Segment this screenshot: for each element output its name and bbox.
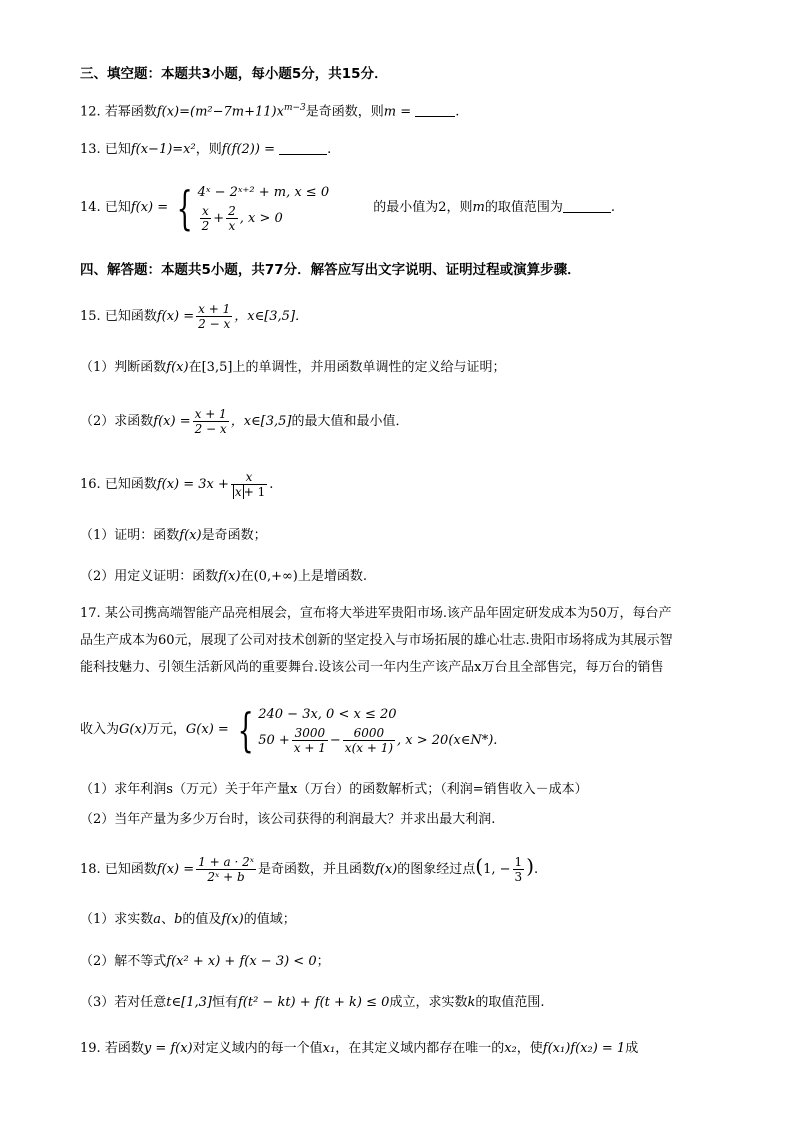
question-16-part-1: （1）证明：函数f(x)是奇函数； <box>80 528 267 543</box>
piecewise-cases: 4ˣ − 2ˣ⁺² + m, x ≤ 0 $\frac{x}{2}$ + $\frac{2}{x}$ , x > 0 <box>197 185 330 233</box>
brace-icon: { <box>176 180 193 235</box>
question-19: 19. 若函数y = f(x)对定义域内的每一个值x₁，在其定义域内都存在唯一的x₂，使f(x₁)f(x₂) = 1成 <box>80 1041 639 1056</box>
question-18: 18. 已知函数f(x) = $\frac{\text{1 + a · 2ˣ}}{\text{2ˣ + b}}$ 是奇函数，并且函数f(x)的图象经过点(1, − $\frac{1}{3}$ ). <box>80 854 539 884</box>
answer-blank-14[interactable] <box>563 198 611 213</box>
question-16: 16. 已知函数f(x) = 3x + $\frac{x}{x + 1}$ . <box>80 470 274 499</box>
question-15-part-1: （1）判断函数f(x)在[3,5]上的单调性，并用函数单调性的定义给与证明； <box>80 360 506 375</box>
section-fill-in-title: 三、填空题：本题共3小题，每小题5分，共15分． <box>80 66 388 82</box>
question-13: 13. 已知f(x−1)=x²，则f(f(2)) = . <box>80 142 332 157</box>
question-15: 15. 已知函数f(x) = $\frac{x + 1}{2 - x}$ ，x∈[3,5]． <box>80 302 309 331</box>
question-14: 14. 已知f(x) = { 4ˣ − 2ˣ⁺² + m, x ≤ 0 $\frac{x}{2}$ + $\frac{2}{x}$ , x > 0 的最小值为2，则m的取值范围为 . <box>80 180 615 235</box>
question-17-part-1: （1）求年利润s（万元）关于年产量x（万台）的函数解析式；（利润=销售收入－成本） <box>80 782 588 797</box>
question-17-part-2: （2）当年产量为多少万台时，该公司获得的利润最大？并求出最大利润. <box>80 812 496 827</box>
question-17-income: 收入为G(x)万元，G(x) = { 240 − 3x, 0 < x ≤ 20 50 + $\frac{3000}{x + 1}$ − $\frac{6000}{x(x + 1)}$ , x > 20(x∈N*). <box>80 702 498 757</box>
question-12: 12. 若幂函数$f(x)=(m^2-7m+11)x^{m-3}$是奇函数，则m = . <box>80 103 460 120</box>
piecewise-cases: 240 − 3x, 0 < x ≤ 20 50 + $\frac{3000}{x + 1}$ − $\frac{6000}{x(x + 1)}$ , x > 20(x∈N*). <box>258 707 498 755</box>
answer-blank-12[interactable] <box>415 102 455 117</box>
question-16-part-2: （2）用定义证明：函数f(x)在(0,+∞)上是增函数. <box>80 569 368 584</box>
question-18-part-2: （2）解不等式f(x² + x) + f(x − 3) < 0； <box>80 954 330 969</box>
question-15-part-2: （2）求函数f(x) = $\frac{x + 1}{2 - x}$ ，x∈[3,5]的最大值和最小值． <box>80 407 409 436</box>
section-answer-title: 四、解答题：本题共5小题，共77分．解答应写出文字说明、证明过程或演算步骤． <box>80 262 581 278</box>
answer-blank-13[interactable] <box>279 140 327 155</box>
brace-icon: { <box>237 702 254 757</box>
question-18-part-3: （3）若对任意t∈[1,3]恒有f(t² − kt) + f(t + k) ≤ 0成立，求实数k的取值范围. <box>80 995 545 1010</box>
question-17-text: 17. 某公司携高端智能产品亮相展会，宣布将大举进军贵阳市场.该产品年固定研发成本为50万，每台产 品生产成本为60元，展现了公司对技术创新的坚定投入与市场拓展的雄心壮志.贵阳市场将成为其展示智 能科技魅力、引领生活新风尚的重要舞台.设该公司一年内生产该产品x万台且全部售完，每万台的销售 <box>80 606 673 675</box>
question-18-part-1: （1）求实数a、b的值及f(x)的值域； <box>80 912 296 927</box>
